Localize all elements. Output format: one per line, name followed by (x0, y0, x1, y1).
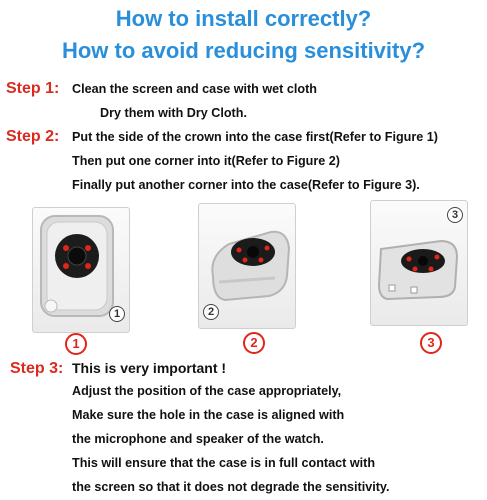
step-3-line-4: This will ensure that the case is in full contact with (72, 456, 376, 470)
figure-2-image (198, 203, 296, 329)
figure-1-caption: 1 (65, 333, 87, 355)
step-3-line-1: Adjust the position of the case appropriately, (72, 384, 342, 398)
figure-3-corner-number: 3 (447, 207, 463, 223)
step-3-line-2: Make sure the hole in the case is aligned with (72, 408, 345, 422)
step-1-line-1: Clean the screen and case with wet cloth (72, 82, 317, 96)
figure-2-corner-number: 2 (203, 304, 219, 320)
step-2-label: Step 2: (6, 128, 60, 145)
step-2-line-2: Then put one corner into it(Refer to Figure 2) (72, 154, 340, 168)
figure-2-caption: 2 (243, 332, 265, 354)
figure-1-corner-number: 1 (109, 306, 125, 322)
title-line-1: How to install correctly? (115, 6, 372, 31)
step-2-line-1: Put the side of the crown into the case first(Refer to Figure 1) (72, 130, 438, 144)
figure-1-image (32, 207, 130, 333)
step-3-line-5: the screen so that it does not degrade the sensitivity. (72, 480, 390, 494)
step-1-line-2: Dry them with Dry Cloth. (100, 106, 247, 120)
step-3-label: Step 3: (10, 360, 64, 377)
figure-3-caption: 3 (420, 332, 442, 354)
figure-3-image (370, 200, 468, 326)
step-3-headline: This is very important ! (72, 360, 227, 376)
title-line-2: How to avoid reducing sensitivity? (61, 38, 426, 63)
step-2-line-3: Finally put another corner into the case(Refer to Figure 3). (72, 178, 420, 192)
step-3-line-3: the microphone and speaker of the watch. (72, 432, 324, 446)
step-1-label: Step 1: (6, 80, 60, 97)
